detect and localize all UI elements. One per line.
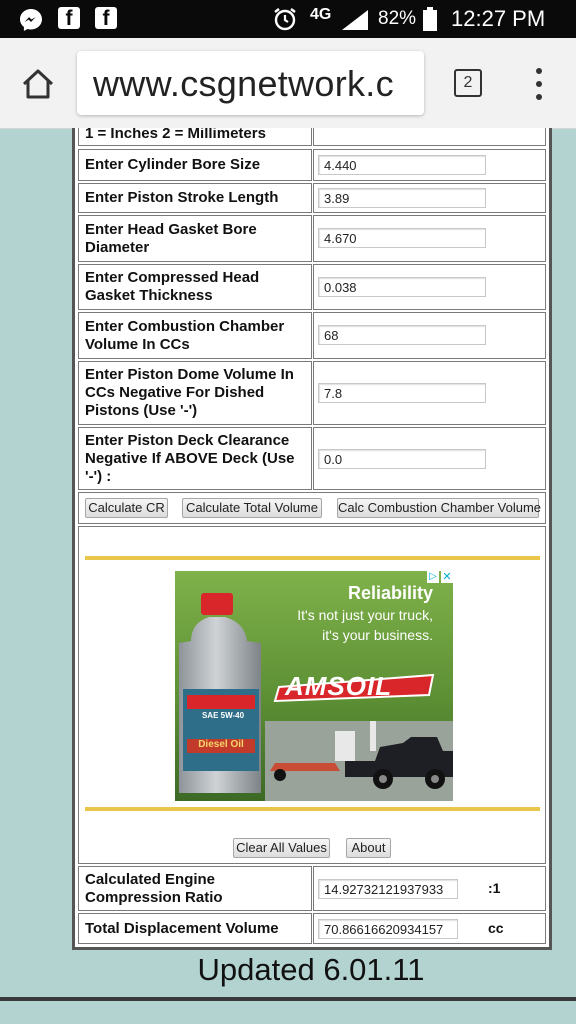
deck-clearance-input[interactable]: 0.0 bbox=[318, 449, 486, 469]
form-input-cell bbox=[313, 215, 546, 262]
form-input-cell bbox=[313, 183, 546, 213]
result-cell bbox=[313, 866, 546, 911]
messenger-icon bbox=[18, 7, 44, 33]
bore-size-input[interactable]: 4.440 bbox=[318, 155, 486, 175]
clock: 12:27 PM bbox=[451, 6, 546, 31]
units-label: 1 = Inches 2 = Millimeters bbox=[85, 128, 266, 142]
dome-volume-input[interactable]: 7.8 bbox=[318, 383, 486, 403]
deck-clearance-label: Enter Piston Deck Clearance Negative If ABOVE Deck (Use '-') : bbox=[85, 431, 295, 485]
clear-all-values-button[interactable]: Clear All Values bbox=[233, 838, 330, 858]
result-label bbox=[78, 913, 312, 944]
bottle-grade: SAE 5W-40 bbox=[201, 711, 245, 720]
form-label bbox=[78, 149, 312, 181]
dome-volume-label: Enter Piston Dome Volume In CCs Negative For Dished Pistons (Use '-') bbox=[85, 366, 294, 419]
calculate-total-volume-button[interactable]: Calculate Total Volume bbox=[182, 498, 322, 518]
amsoil-ad[interactable] bbox=[175, 571, 453, 801]
form-label bbox=[78, 215, 312, 262]
form-input-cell bbox=[313, 361, 546, 425]
facebook-icon: f bbox=[58, 7, 80, 29]
form-input-cell bbox=[313, 427, 546, 490]
calculate-cr-button[interactable]: Calculate CR bbox=[85, 498, 168, 518]
form-input-cell bbox=[313, 149, 546, 181]
volume-unit: cc bbox=[488, 920, 504, 936]
ad-tagline: it's your business. bbox=[322, 627, 433, 643]
bore-size-label: Enter Cylinder Bore Size bbox=[85, 156, 261, 173]
overflow-menu-icon[interactable] bbox=[530, 68, 548, 100]
home-icon[interactable] bbox=[18, 64, 58, 104]
tab-switcher-button[interactable]: 2 bbox=[454, 69, 482, 97]
displacement-label: Total Displacement Volume bbox=[85, 919, 279, 937]
bottom-divider bbox=[0, 997, 576, 1001]
gold-divider bbox=[85, 807, 540, 811]
chamber-volume-input[interactable]: 68 bbox=[318, 325, 486, 345]
gasket-thickness-input[interactable]: 0.038 bbox=[318, 277, 486, 297]
ratio-unit: :1 bbox=[488, 880, 501, 896]
chamber-volume-label: Enter Combustion Chamber Volume In CCs bbox=[85, 317, 285, 353]
compression-ratio-label: Calculated Engine Compression Ratio bbox=[85, 870, 223, 906]
bottle-label: Diesel Oil bbox=[198, 739, 244, 750]
calc-chamber-volume-button[interactable]: Calc Combustion Chamber Volume bbox=[337, 498, 539, 518]
ad-tagline: It's not just your truck, bbox=[297, 607, 433, 623]
facebook-icon: f bbox=[95, 7, 117, 29]
result-label bbox=[78, 866, 312, 911]
address-bar[interactable] bbox=[77, 51, 424, 115]
stroke-length-label: Enter Piston Stroke Length bbox=[85, 189, 279, 206]
alarm-icon bbox=[272, 6, 298, 32]
form-input-cell bbox=[313, 264, 546, 310]
form-input-cell bbox=[313, 312, 546, 359]
form-label bbox=[78, 312, 312, 359]
form-label bbox=[78, 427, 312, 490]
close-icon[interactable]: ✕ bbox=[442, 571, 452, 583]
about-button[interactable]: About bbox=[346, 838, 391, 858]
adchoices-icon[interactable]: ▷ bbox=[427, 571, 439, 583]
battery-icon bbox=[423, 7, 437, 31]
browser-toolbar bbox=[0, 38, 576, 129]
battery-percent: 82% bbox=[378, 8, 417, 29]
gasket-bore-label: Enter Head Gasket Bore Diameter bbox=[85, 220, 257, 256]
compression-ratio-output[interactable]: 14.92732121937933 bbox=[318, 879, 458, 899]
signal-icon bbox=[340, 8, 370, 32]
gasket-thickness-label: Enter Compressed Head Gasket Thickness bbox=[85, 269, 260, 304]
result-cell bbox=[313, 913, 546, 944]
form-label bbox=[78, 264, 312, 310]
network-type: 4G bbox=[310, 6, 332, 23]
displacement-output[interactable]: 70.86616620934157 bbox=[318, 919, 458, 939]
ad-brand-logo: AMSOIL bbox=[285, 671, 393, 701]
units-input-cell bbox=[313, 128, 546, 146]
gasket-bore-input[interactable]: 4.670 bbox=[318, 228, 486, 248]
form-label bbox=[78, 128, 312, 146]
form-label bbox=[78, 183, 312, 213]
status-bar bbox=[0, 0, 576, 38]
gold-divider bbox=[85, 556, 540, 560]
stroke-length-input[interactable]: 3.89 bbox=[318, 188, 486, 208]
form-label bbox=[78, 361, 312, 425]
ad-headline: Reliability bbox=[347, 583, 433, 603]
updated-text: Updated 6.01.11 bbox=[197, 952, 425, 987]
url-text: www.csgnetwork.c bbox=[93, 63, 394, 104]
